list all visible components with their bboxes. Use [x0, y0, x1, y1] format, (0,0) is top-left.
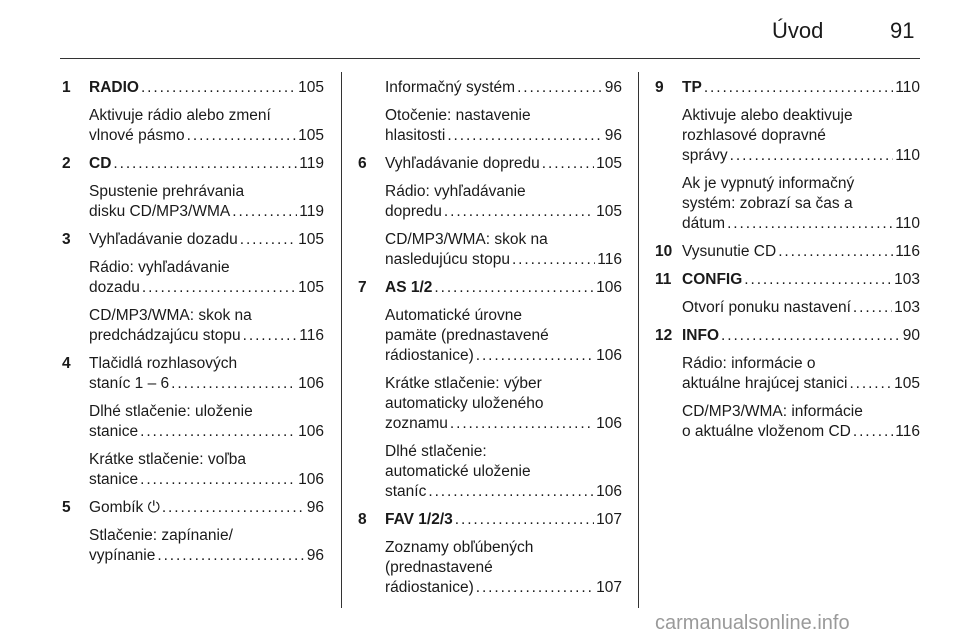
index-entry — [62, 230, 324, 250]
page-ref: 110 — [895, 79, 920, 96]
entry-text: aktuálne hrajúcej stanici — [682, 375, 848, 392]
index-entry — [358, 154, 622, 174]
page-ref: 119 — [299, 155, 324, 172]
entry-text: Otvorí ponuku nastavení — [682, 299, 851, 316]
entry-text: vypínanie — [89, 547, 156, 564]
entry-text: zoznamu — [385, 415, 448, 432]
entry-line — [385, 482, 622, 502]
entry-body — [682, 242, 920, 262]
page-number: 91 — [890, 18, 915, 43]
entry-number: 6 — [358, 155, 367, 172]
entry-line — [89, 230, 324, 250]
index-column-2 — [358, 78, 622, 606]
index-entry — [358, 510, 622, 530]
entry-body — [89, 306, 324, 346]
entry-line — [89, 202, 324, 222]
leader-dots — [512, 250, 595, 270]
page-ref: 110 — [895, 147, 920, 164]
entry-text: Zoznamy obľúbených — [385, 539, 534, 556]
entry-line — [89, 526, 324, 546]
entry-text: (prednastavené — [385, 559, 493, 576]
entry-line — [89, 258, 324, 278]
leader-dots — [243, 326, 298, 346]
entry-line — [385, 126, 622, 146]
entry-body — [89, 258, 324, 298]
entry-text: disku CD/MP3/WMA — [89, 203, 231, 220]
page-ref: 116 — [597, 251, 622, 268]
entry-line — [385, 394, 622, 414]
page-ref: 105 — [596, 155, 622, 172]
entry-number: 1 — [62, 79, 71, 96]
entry-text: hlasitosti — [385, 127, 446, 144]
entry-text: RADIO — [89, 79, 139, 96]
entry-text: Rádio: vyhľadávanie — [385, 183, 526, 200]
entry-text: správy — [682, 147, 728, 164]
page-ref: 105 — [894, 375, 920, 392]
index-entry — [655, 354, 920, 394]
entry-number: 4 — [62, 355, 71, 372]
entry-line — [89, 498, 324, 518]
entry-line — [682, 354, 920, 374]
entry-body — [89, 526, 324, 566]
entry-text: Ak je vypnutý informačný — [682, 175, 855, 192]
page-ref: 105 — [298, 127, 324, 144]
header-rule — [60, 58, 920, 59]
leader-dots — [140, 422, 296, 442]
page-ref: 105 — [298, 79, 324, 96]
entry-number: 8 — [358, 511, 367, 528]
index-entry — [655, 106, 920, 166]
index-entry — [358, 306, 622, 366]
entry-line — [89, 154, 324, 174]
entry-line — [682, 298, 920, 318]
entry-text: Rádio: vyhľadávanie — [89, 259, 230, 276]
index-entry — [62, 78, 324, 98]
page-ref: 96 — [604, 79, 622, 96]
entry-text: INFO — [682, 327, 720, 344]
leader-dots — [476, 578, 594, 598]
entry-text: Automatické úrovne — [385, 307, 522, 324]
entry-text: staníc — [385, 483, 427, 500]
entry-text: CD/MP3/WMA: skok na — [89, 307, 252, 324]
entry-line — [385, 278, 622, 298]
index-entry — [62, 450, 324, 490]
page-title: Úvod — [772, 18, 824, 43]
entry-line — [385, 326, 622, 346]
entry-line — [89, 546, 324, 566]
index-entry — [655, 270, 920, 290]
entry-text: CD/MP3/WMA: informácie — [682, 403, 863, 420]
index-entry — [62, 526, 324, 566]
entry-text: predchádzajúcu stopu — [89, 327, 241, 344]
entry-number: 7 — [358, 279, 367, 296]
entry-number: 12 — [655, 327, 673, 344]
entry-text: automaticky uloženého — [385, 395, 544, 412]
entry-text: CONFIG — [682, 271, 743, 288]
entry-text: AS 1/2 — [385, 279, 433, 296]
page-ref: 116 — [895, 243, 920, 260]
entry-body — [385, 278, 622, 298]
entry-line — [89, 354, 324, 374]
entry-line — [89, 402, 324, 422]
index-entry — [62, 306, 324, 346]
index-entry — [62, 402, 324, 442]
entry-body — [682, 354, 920, 394]
entry-body — [385, 154, 622, 174]
leader-dots — [113, 154, 297, 174]
entry-line — [89, 78, 324, 98]
entry-line — [682, 106, 920, 126]
leader-dots — [517, 78, 603, 98]
index-entry — [358, 374, 622, 434]
entry-text: dátum — [682, 215, 726, 232]
leader-dots — [455, 510, 594, 530]
entry-text: staníc 1 – 6 — [89, 375, 170, 392]
page-ref: 110 — [895, 215, 920, 232]
entry-text: CD/MP3/WMA: skok na — [385, 231, 548, 248]
entry-text: Krátke stlačenie: voľba — [89, 451, 247, 468]
entry-line — [89, 278, 324, 298]
entry-line — [682, 174, 920, 194]
entry-body — [385, 510, 622, 530]
page-ref: 106 — [596, 415, 622, 432]
index-entry — [358, 538, 622, 598]
page-ref: 103 — [894, 299, 920, 316]
index-entry — [62, 182, 324, 222]
leader-dots — [849, 374, 892, 394]
entry-body — [89, 154, 324, 174]
entry-line — [385, 106, 622, 126]
entry-line — [89, 182, 324, 202]
entry-body — [89, 78, 324, 98]
entry-line — [89, 106, 324, 126]
entry-text: rozhlasové dopravné — [682, 127, 826, 144]
entry-body — [89, 450, 324, 490]
index-entry — [358, 182, 622, 222]
entry-text: dozadu — [89, 279, 140, 296]
entry-text: Vyhľadávanie dozadu — [89, 231, 238, 248]
page-ref: 119 — [299, 203, 324, 220]
entry-text: automatické uloženie — [385, 463, 531, 480]
entry-text: FAV 1/2/3 — [385, 511, 453, 528]
entry-body — [385, 106, 622, 146]
entry-line — [385, 154, 622, 174]
entry-text: Vysunutie CD — [682, 243, 777, 260]
index-entry — [655, 174, 920, 234]
index-entry — [62, 354, 324, 394]
entry-number: 2 — [62, 155, 71, 172]
entry-body — [682, 402, 920, 442]
index-entry — [655, 242, 920, 262]
entry-body — [682, 106, 920, 166]
page-ref: 107 — [596, 579, 622, 596]
entry-line — [89, 470, 324, 490]
leader-dots — [141, 78, 296, 98]
entry-number: 11 — [655, 271, 672, 288]
leader-dots — [853, 422, 893, 442]
entry-text: o aktuálne vloženom CD — [682, 423, 851, 440]
entry-line — [385, 558, 622, 578]
entry-text: vlnové pásmo — [89, 127, 185, 144]
entry-text: Informačný systém — [385, 79, 516, 96]
entry-line — [385, 306, 622, 326]
page-ref: 116 — [299, 327, 324, 344]
entry-text: dopredu — [385, 203, 442, 220]
entry-body — [385, 306, 622, 366]
leader-dots — [434, 278, 594, 298]
leader-dots — [744, 270, 892, 290]
index-entry — [655, 298, 920, 318]
page-ref: 116 — [895, 423, 920, 440]
leader-dots — [450, 414, 594, 434]
page-ref: 106 — [596, 347, 622, 364]
entry-body — [89, 402, 324, 442]
entry-text: Krátke stlačenie: výber — [385, 375, 542, 392]
leader-dots — [476, 346, 594, 366]
entry-line — [385, 578, 622, 598]
index-entry — [655, 78, 920, 98]
page-ref: 105 — [298, 231, 324, 248]
entry-number: 5 — [62, 499, 71, 516]
page-header — [0, 0, 960, 60]
entry-line — [385, 78, 622, 98]
entry-number: 3 — [62, 231, 71, 248]
entry-body — [89, 354, 324, 394]
entry-body — [385, 78, 622, 98]
page-ref: 96 — [306, 547, 324, 564]
entry-text: TP — [682, 79, 702, 96]
entry-text: Gombík ⏻ — [89, 499, 160, 516]
index-entry — [655, 402, 920, 442]
page-ref: 105 — [596, 203, 622, 220]
entry-text: Aktivuje rádio alebo zmení — [89, 107, 271, 124]
index-column-3 — [655, 78, 920, 450]
page-ref: 106 — [596, 279, 622, 296]
page-ref: 105 — [298, 279, 324, 296]
index-entry — [62, 154, 324, 174]
entry-body — [385, 374, 622, 434]
entry-line — [682, 78, 920, 98]
leader-dots — [542, 154, 594, 174]
entry-body — [385, 230, 622, 270]
entry-line — [682, 374, 920, 394]
entry-text: Dlhé stlačenie: — [385, 443, 487, 460]
entry-text: nasledujúcu stopu — [385, 251, 510, 268]
index-entry — [358, 442, 622, 502]
index-entry — [358, 230, 622, 270]
leader-dots — [187, 126, 296, 146]
entry-text: systém: zobrazí sa čas a — [682, 195, 853, 212]
entry-text: Dlhé stlačenie: uloženie — [89, 403, 253, 420]
page-ref: 106 — [298, 375, 324, 392]
leader-dots — [140, 470, 296, 490]
page-ref: 107 — [596, 511, 622, 528]
leader-dots — [157, 546, 304, 566]
entry-text: Stlačenie: zapínanie/ — [89, 527, 233, 544]
leader-dots — [240, 230, 296, 250]
index-entry — [358, 78, 622, 98]
page-ref: 90 — [902, 327, 920, 344]
entry-body — [682, 174, 920, 234]
entry-line — [682, 422, 920, 442]
entry-line — [682, 270, 920, 290]
entry-line — [385, 442, 622, 462]
entry-line — [385, 182, 622, 202]
leader-dots — [162, 498, 305, 518]
page-ref: 106 — [298, 471, 324, 488]
leader-dots — [232, 202, 297, 222]
entry-line — [682, 194, 920, 214]
entry-line — [385, 202, 622, 222]
entry-body — [89, 106, 324, 146]
index-entry — [655, 326, 920, 346]
entry-line — [385, 510, 622, 530]
leader-dots — [853, 298, 892, 318]
entry-line — [89, 306, 324, 326]
entry-text: Tlačidlá rozhlasových — [89, 355, 238, 372]
leader-dots — [171, 374, 296, 394]
page-ref: 96 — [604, 127, 622, 144]
entry-body — [89, 498, 324, 518]
entry-body — [682, 298, 920, 318]
entry-line — [89, 374, 324, 394]
watermark: carmanualsonline.info — [655, 612, 850, 634]
entry-body — [89, 230, 324, 250]
index-entry — [358, 106, 622, 146]
column-divider — [638, 72, 639, 608]
entry-line — [385, 374, 622, 394]
leader-dots — [444, 202, 594, 222]
column-divider — [341, 72, 342, 608]
entry-text: Vyhľadávanie dopredu — [385, 155, 540, 172]
entry-line — [89, 326, 324, 346]
index-entry — [62, 258, 324, 298]
entry-body — [385, 538, 622, 598]
entry-line — [682, 326, 920, 346]
entry-text: Rádio: informácie o — [682, 355, 816, 372]
entry-line — [385, 414, 622, 434]
entry-line — [385, 462, 622, 482]
entry-line — [385, 538, 622, 558]
entry-line — [89, 126, 324, 146]
entry-text: CD — [89, 155, 112, 172]
entry-line — [385, 250, 622, 270]
leader-dots — [730, 146, 894, 166]
entry-text: stanice — [89, 423, 139, 440]
entry-line — [89, 450, 324, 470]
entry-number: 9 — [655, 79, 664, 96]
leader-dots — [778, 242, 893, 262]
entry-line — [682, 242, 920, 262]
entry-body — [682, 326, 920, 346]
page-ref: 103 — [894, 271, 920, 288]
leader-dots — [142, 278, 296, 298]
page-ref: 96 — [306, 499, 324, 516]
index-entry — [62, 106, 324, 146]
leader-dots — [721, 326, 901, 346]
entry-number: 10 — [655, 243, 673, 260]
leader-dots — [704, 78, 893, 98]
index-entry — [62, 498, 324, 518]
entry-line — [682, 214, 920, 234]
entry-line — [89, 422, 324, 442]
entry-line — [682, 126, 920, 146]
entry-body — [682, 270, 920, 290]
entry-line — [385, 230, 622, 250]
entry-text: Otočenie: nastavenie — [385, 107, 531, 124]
page-ref: 106 — [596, 483, 622, 500]
entry-text: rádiostanice) — [385, 579, 474, 596]
entry-line — [682, 402, 920, 422]
entry-text: stanice — [89, 471, 139, 488]
leader-dots — [428, 482, 594, 502]
leader-dots — [727, 214, 893, 234]
entry-body — [385, 442, 622, 502]
entry-text: rádiostanice) — [385, 347, 474, 364]
page-ref: 106 — [298, 423, 324, 440]
entry-body — [682, 78, 920, 98]
index-column-1 — [62, 78, 324, 574]
entry-text: pamäte (prednastavené — [385, 327, 549, 344]
entry-body — [385, 182, 622, 222]
index-entry — [358, 278, 622, 298]
entry-text: Aktivuje alebo deaktivuje — [682, 107, 853, 124]
leader-dots — [447, 126, 602, 146]
entry-line — [385, 346, 622, 366]
entry-line — [682, 146, 920, 166]
entry-text: Spustenie prehrávania — [89, 183, 245, 200]
entry-body — [89, 182, 324, 222]
